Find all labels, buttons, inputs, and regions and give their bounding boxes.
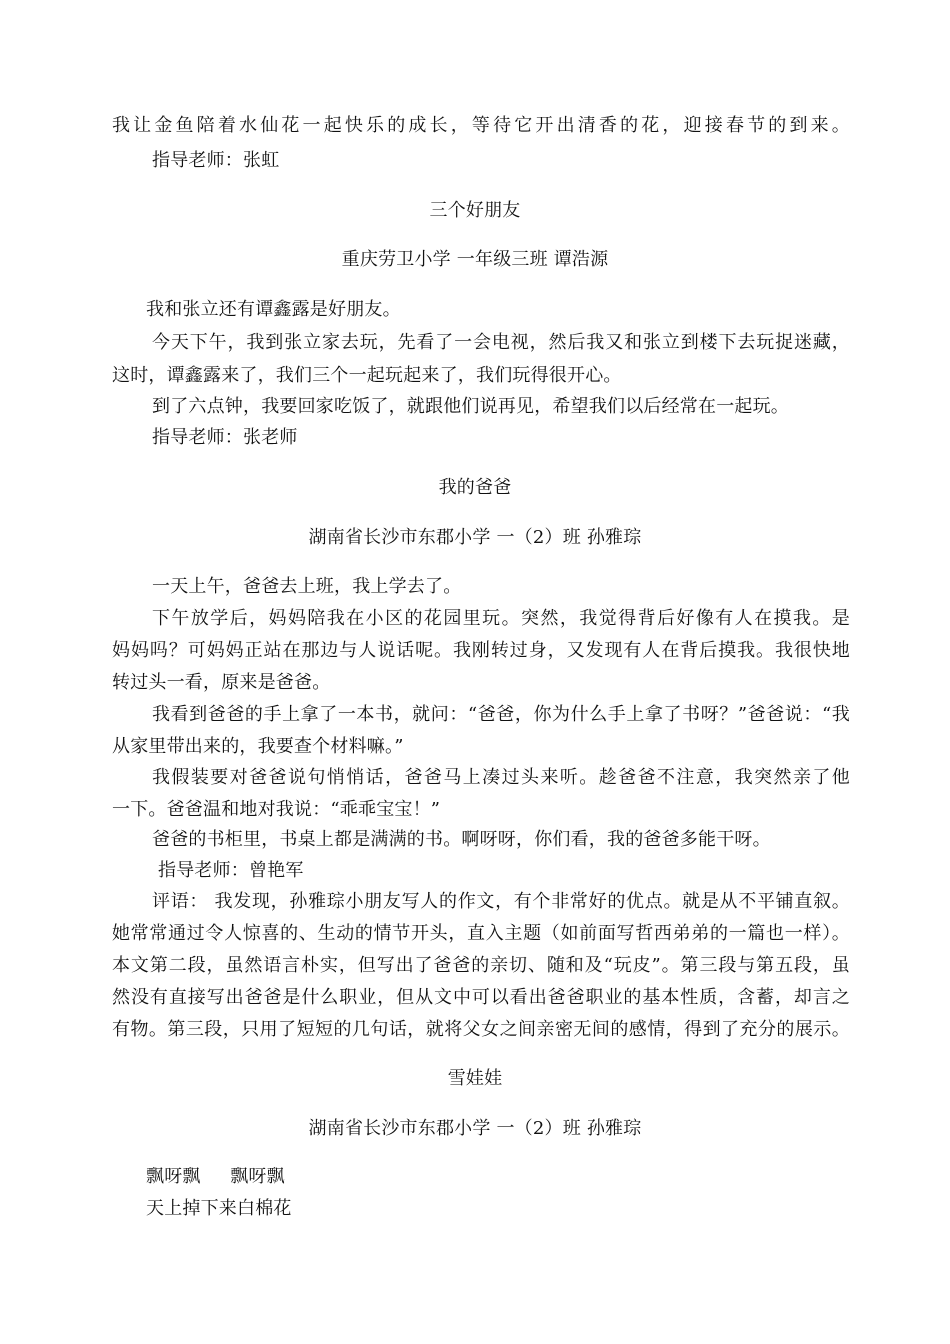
- teacher-line: 指导老师：张老师: [152, 427, 298, 448]
- paragraph-line: 今天下午，我到张立家去玩，先看了一会电视，然后我又和张立到楼下去玩捉迷藏，: [152, 332, 850, 353]
- comment-line: 有物。第三段，只用了短短的几句话，就将父女之间亲密无间的感情，得到了充分的展示。: [112, 1019, 850, 1040]
- essay-title: 我的爸爸: [438, 477, 512, 498]
- poem-line: 飘呀飘 飘呀飘: [146, 1166, 285, 1187]
- paragraph-line: 我和张立还有谭鑫露是好朋友。: [146, 299, 401, 320]
- comment-line: 本文第二段，虽然语言朴实，但写出了爸爸的亲切、随和及“玩皮”。第三段与第五段，虽: [112, 955, 850, 976]
- paragraph-line: 我看到爸爸的手上拿了一本书，就问：“爸爸，你为什么手上拿了书呀？”爸爸说：“我: [152, 704, 850, 725]
- essay-author: 湖南省长沙市东郡小学 一（2）班 孙雅琮: [308, 527, 642, 548]
- comment-line: 评语： 我发现，孙雅琮小朋友写人的作文，有个非常好的优点。就是从不平铺直叙。: [152, 891, 850, 912]
- paragraph-line: 爸爸的书柜里，书桌上都是满满的书。啊呀呀，你们看，我的爸爸多能干呀。: [152, 829, 771, 850]
- essay-title: 雪娃娃: [447, 1068, 503, 1089]
- paragraph-line: 一天上午，爸爸去上班，我上学去了。: [152, 576, 462, 597]
- paragraph-line: 一下。爸爸温和地对我说：“乖乖宝宝！”: [112, 799, 441, 820]
- paragraph-line: 从家里带出来的，我要查个材料嘛。”: [112, 736, 404, 757]
- teacher-line: 指导老师：张虹: [152, 150, 280, 171]
- paragraph-line: 妈妈吗？可妈妈正站在那边与人说话呢。我刚转过身，又发现有人在背后摸我。我很快地: [112, 640, 850, 661]
- paragraph-line: 转过头一看，原来是爸爸。: [112, 672, 331, 693]
- paragraph-line: 我假装要对爸爸说句悄悄话，爸爸马上凑过头来听。趁爸爸不注意，我突然亲了他: [152, 767, 850, 788]
- poem-line: 天上掉下来白棉花: [146, 1198, 292, 1219]
- comment-line: 她常常通过令人惊喜的、生动的情节开头，直入主题（如前面写哲西弟弟的一篇也一样）。: [112, 923, 850, 944]
- paragraph-line: 到了六点钟，我要回家吃饭了，就跟他们说再见，希望我们以后经常在一起玩。: [152, 396, 789, 417]
- paragraph-line: 这时，谭鑫露来了，我们三个一起玩起来了，我们玩得很开心。: [112, 365, 622, 386]
- paragraph-line: 下午放学后，妈妈陪我在小区的花园里玩。突然，我觉得背后好像有人在摸我。是: [152, 608, 850, 629]
- paragraph-line: 我让金鱼陪着水仙花一起快乐的成长，等待它开出清香的花，迎接春节的到来。: [112, 115, 850, 136]
- teacher-line: 指导老师：曾艳军: [158, 860, 304, 881]
- essay-author: 重庆劳卫小学 一年级三班 谭浩源: [341, 249, 609, 270]
- comment-line: 然没有直接写出爸爸是什么职业，但从文中可以看出爸爸职业的基本性质，含蓄，却言之: [112, 987, 850, 1008]
- essay-title: 三个好朋友: [429, 200, 521, 221]
- essay-author: 湖南省长沙市东郡小学 一（2）班 孙雅琮: [308, 1118, 642, 1139]
